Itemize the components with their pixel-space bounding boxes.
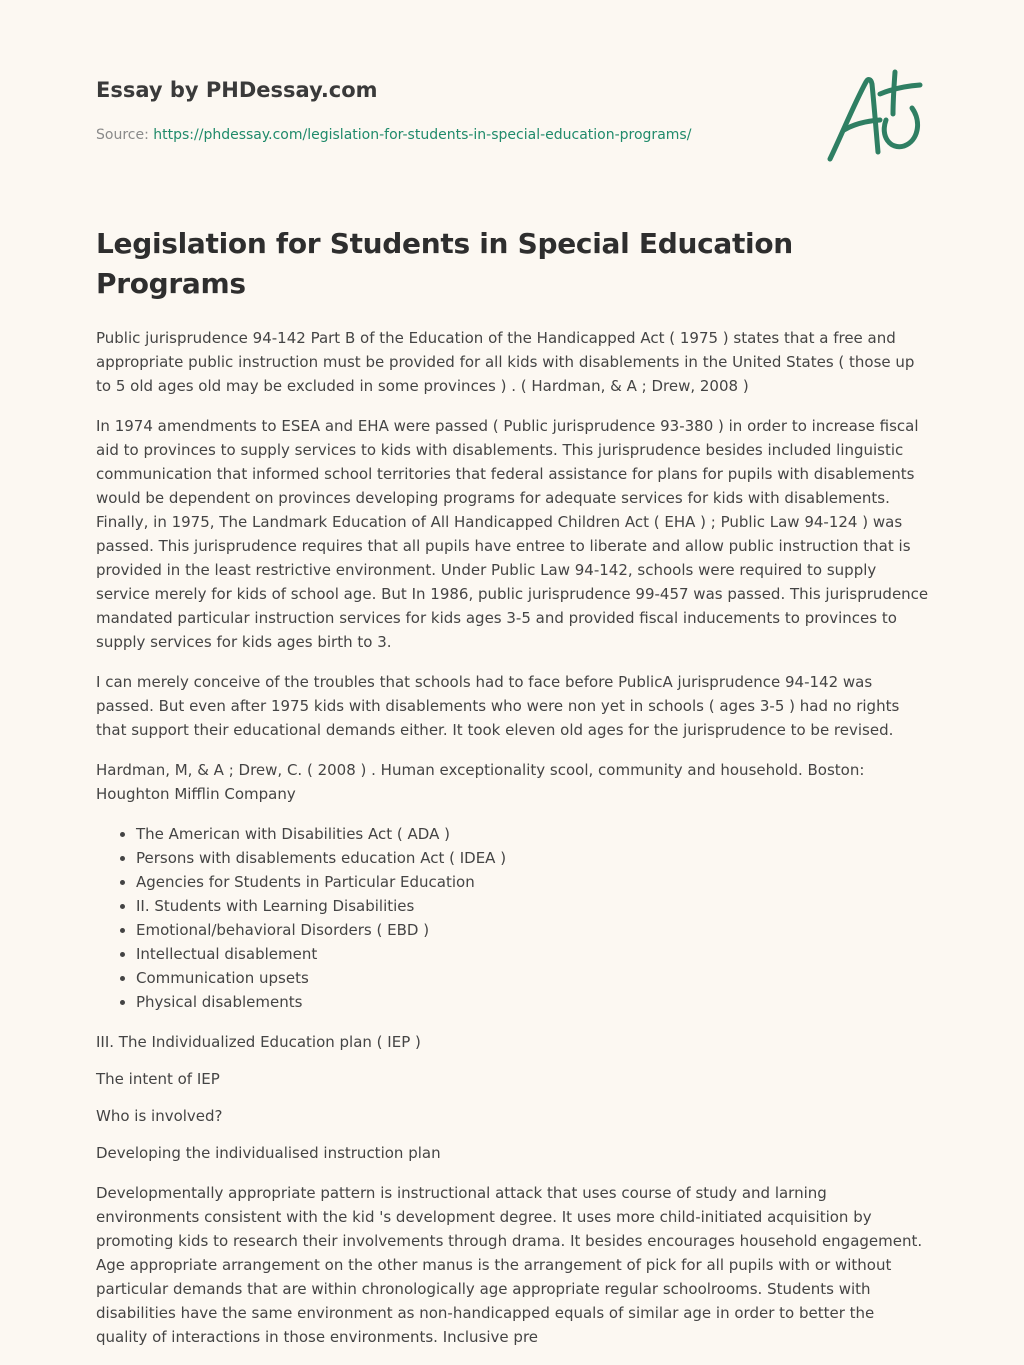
list-item: • Agencies for Students in Particular Education: [136, 870, 930, 894]
source-label: Source:: [96, 127, 149, 143]
essay-content: [96, 224, 930, 1365]
list-item: • The American with Disabilities Act ( ADA ): [136, 822, 930, 846]
paragraph: Developmentally appropriate pattern is instructional attack that uses course of study and larning environments consistent with the kid 's development degree. It uses more child-initiated acquisition by promoting kids to research their involvements through drama. It besides encourages household engagement. Age appropriate arrangement on the other manus is the arrangement of pick for all pupils with or without particular demands that are within chronologically age appropriate regular schoolrooms. Students with disabilities have the same environment as non-handicapped equals of similar age in order to better the quality of interactions in those environments. Inclusive pre: [96, 1184, 923, 1346]
page-header: [96, 74, 816, 145]
section-line: Developing the individualised instruction plan: [96, 1144, 441, 1162]
list-item: • Persons with disablements education Act ( IDEA ): [136, 846, 930, 870]
essay-title: Legislation for Students in Special Education Programs: [96, 227, 793, 300]
paragraph: In 1974 amendments to ESEA and EHA were passed ( Public jurisprudence 93-380 ) in order to increase fiscal aid to provinces to supply services to kids with disablements. This jurisprudence besides included linguistic communication that informed school territories that federal assistance for plans for pupils with disablements would be dependent on provinces developing programs for adequate services for kids with disablements. Finally, in 1975, The Landmark Education of All Handicapped Children Act ( EHA ) ; Public Law 94-124 ) was passed. This jurisprudence requires that all pupils have entree to liberate and allow public instruction that is provided in the least restrictive environment. Under Public Law 94-142, schools were required to supply service merely for kids of school age. But In 1986, public jurisprudence 99-457 was passed. This jurisprudence mandated particular instruction services for kids ages 3-5 and provided fiscal inducements to provinces to supply services for kids ages birth to 3.: [96, 417, 929, 651]
a-plus-grade-icon: [820, 64, 930, 164]
list-item: • Physical disablements: [136, 990, 930, 1014]
list-item: • II. Students with Learning Disabilities: [136, 894, 930, 918]
section-line: Who is involved?: [96, 1107, 223, 1125]
list-item: • Intellectual disablement: [136, 942, 930, 966]
paragraph: Public jurisprudence 94-142 Part B of the Education of the Handicapped Act ( 1975 ) states that a free and appropriate public instruction must be provided for all kids with disablements in the United States ( those up to 5 old ages old may be excluded in some provinces ) . ( Hardman, & A ; Drew, 2008 ): [96, 329, 915, 395]
list-item: • Emotional/behavioral Disorders ( EBD ): [136, 918, 930, 942]
source-link[interactable]: https://phdessay.com/legislation-for-students-in-special-education-programs/: [153, 127, 692, 143]
site-title: Essay by PHDessay.com: [96, 78, 378, 102]
source-line: [96, 125, 816, 145]
paragraph: I can merely conceive of the troubles that schools had to face before PublicA jurisprudence 94-142 was passed. But even after 1975 kids with disablements who were non yet in schools ( ages 3-5 ) had no rights that support their educational demands either. It took eleven old ages for the jurisprudence to be revised.: [96, 673, 900, 739]
section-line: The intent of IEP: [96, 1070, 220, 1088]
reference: Hardman, M, & A ; Drew, C. ( 2008 ) . Human exceptionality scool, community and household. Boston: Houghton Mifflin Company: [96, 761, 865, 803]
topic-list: [96, 822, 930, 1014]
list-item: • Communication upsets: [136, 966, 930, 990]
section-heading: III. The Individualized Education plan ( IEP ): [96, 1033, 421, 1051]
